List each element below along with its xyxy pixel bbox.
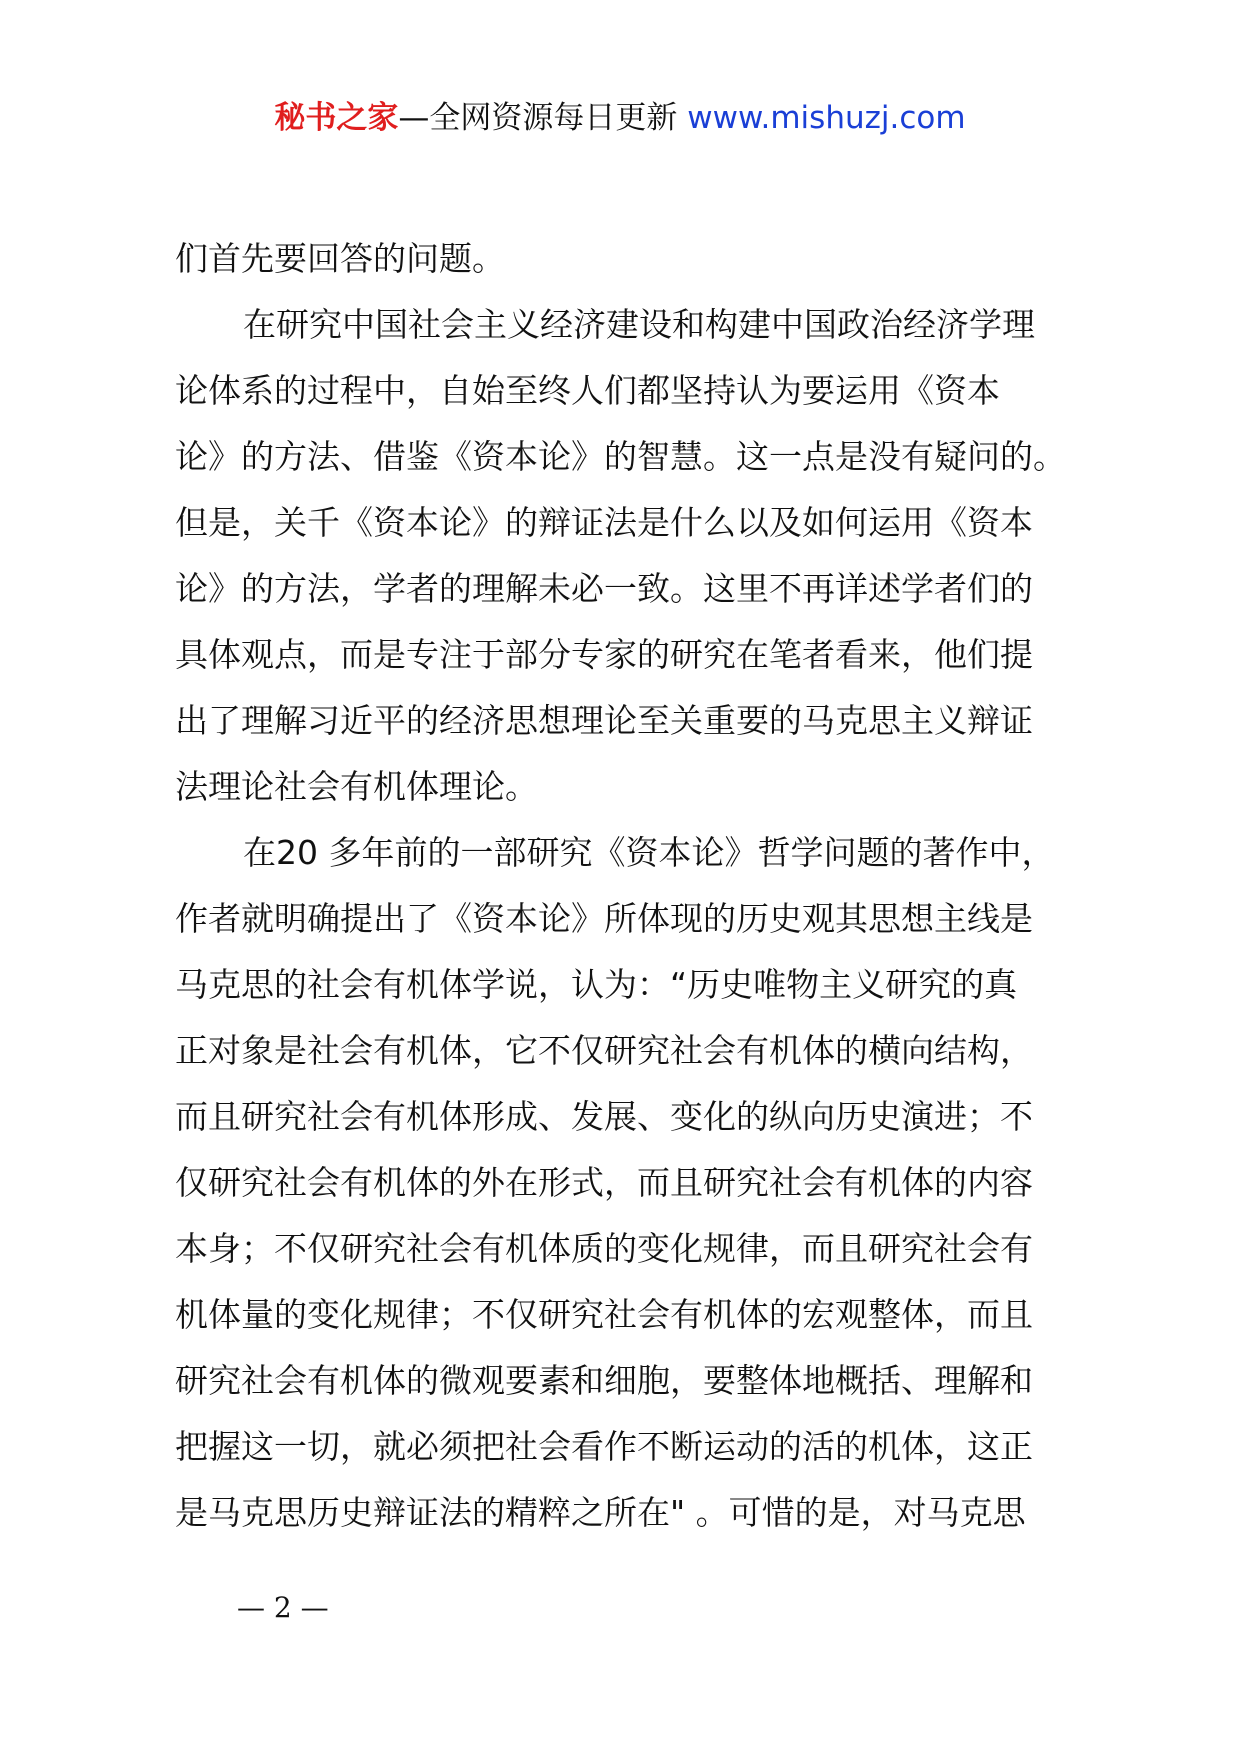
text-line: 论体系的过程中，自始至终人们都坚持认为要运用《资本 [175,371,1000,410]
text-line: 法理论社会有机体理论。 [175,767,538,806]
paragraph-start-line: 在20 多年前的一部研究《资本论》哲学问题的著作中， [243,833,1055,872]
page-number: — 2 — [237,1591,329,1624]
text-line: 正对象是社会有机体，它不仅研究社会有机体的横向结构， [175,1031,1033,1070]
text-line: 论》的方法，学者的理解未必一致。这里不再详述学者们的 [175,569,1033,608]
document-body [175,226,1080,1546]
text-line: 而且研究社会有机体形成、发展、变化的纵向历史演进；不 [175,1097,1033,1136]
text-line: 论》的方法、借鉴《资本论》的智慧。这一点是没有疑问的。 [175,437,1066,476]
text-line: 仅研究社会有机体的外在形式，而且研究社会有机体的内容 [175,1163,1033,1202]
text-line: 作者就明确提出了《资本论》所体现的历史观其思想主线是 [175,899,1033,938]
text-line: 把握这一切，就必须把社会看作不断运动的活的机体，这正 [175,1427,1033,1466]
text-line: 机体量的变化规律；不仅研究社会有机体的宏观整体，而且 [175,1295,1033,1334]
paragraph-start-line: 在研究中国社会主义经济建设和构建中国政治经济学理 [243,305,1035,344]
text-line: 但是，关千《资本论》的辩证法是什么以及如何运用《资本 [175,503,1033,542]
site-tagline: —全网资源每日更新 [398,100,688,136]
text-line: 本身；不仅研究社会有机体质的变化规律，而且研究社会有 [175,1229,1033,1268]
text-line: 是马克思历史辩证法的精粹之所在" 。可惜的是，对马克思 [175,1493,1026,1532]
site-header [0,96,1240,140]
text-line: 们首先要回答的问题。 [175,239,505,278]
text-line: 具体观点，而是专注于部分专家的研究在笔者看来，他们提 [175,635,1033,674]
text-line: 研究社会有机体的微观要素和细胞，要整体地概括、理解和 [175,1361,1033,1400]
site-url-link[interactable]: www.mishuzj.com [687,100,966,136]
text-line: 出了理解习近平的经济思想理论至关重要的马克思主义辩证 [175,701,1033,740]
text-line: 马克思的社会有机体学说，认为：“历史唯物主义研究的真 [175,965,1018,1004]
site-brand: 秘书之家 [274,100,399,136]
